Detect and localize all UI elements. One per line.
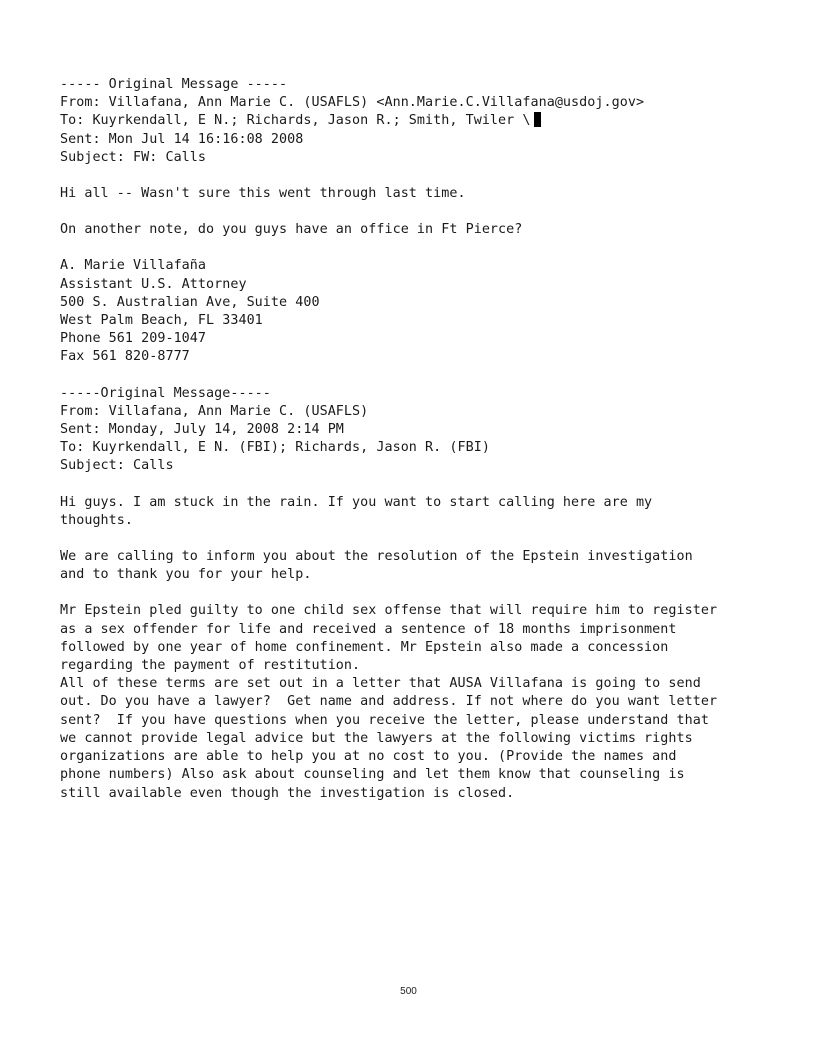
body-note: On another note, do you guys have an office in Ft Pierce? (60, 222, 523, 238)
paragraph-line: organizations are able to help you at no cost to you. (Provide the names and (60, 749, 677, 765)
to-line (60, 112, 780, 130)
sent-line: Sent: Monday, July 14, 2008 2:14 PM (60, 422, 344, 438)
paragraph-2 (60, 548, 780, 584)
subject-line: Subject: FW: Calls (60, 149, 207, 165)
signature-title: Assistant U.S. Attorney (60, 276, 247, 292)
sent-line: Sent: Mon Jul 14 16:16:08 2008 (60, 131, 304, 147)
signature-city: West Palm Beach, FL 33401 (60, 313, 263, 329)
redaction-block (534, 112, 541, 127)
paragraph-line: followed by one year of home confinement. Mr Epstein also made a concession (60, 639, 669, 655)
paragraph-line: out. Do you have a lawyer? Get name and address. If not where do you want letter (60, 694, 718, 710)
paragraph-line: and to thank you for your help. (60, 567, 312, 583)
paragraph-line: regarding the payment of restitution. (60, 658, 361, 674)
paragraph-line: sent? If you have questions when you receive the letter, please understand that (60, 712, 709, 728)
signature-phone: Phone 561 209-1047 (60, 331, 207, 347)
body-greeting: Hi all -- Wasn't sure this went through last time. (60, 186, 466, 202)
paragraph-3 (60, 602, 780, 802)
original-message-divider: -----Original Message----- (60, 385, 271, 401)
signature-fax: Fax 561 820-8777 (60, 349, 190, 365)
to-line-text: To: Kuyrkendall, E N.; Richards, Jason R.; Smith, Twiler \ (60, 113, 531, 129)
paragraph-line: still available even though the investigation is closed. (60, 785, 515, 801)
signature-street: 500 S. Australian Ave, Suite 400 (60, 294, 320, 310)
from-line: From: Villafana, Ann Marie C. (USAFLS) <Ann.Marie.C.Villafana@usdoj.gov> (60, 95, 645, 111)
paragraph-line: We are calling to inform you about the resolution of the Epstein investigation (60, 549, 693, 565)
paragraph-line: we cannot provide legal advice but the lawyers at the following victims rights (60, 730, 693, 746)
paragraph-1 (60, 494, 780, 530)
original-message-header-2 (60, 385, 780, 476)
paragraph-line: Hi guys. I am stuck in the rain. If you want to start calling here are my (60, 494, 653, 510)
signature-block (60, 257, 780, 366)
email-document (60, 76, 780, 803)
from-line: From: Villafana, Ann Marie C. (USAFLS) (60, 403, 369, 419)
to-line: To: Kuyrkendall, E N. (FBI); Richards, Jason R. (FBI) (60, 440, 490, 456)
subject-line: Subject: Calls (60, 458, 174, 474)
original-message-divider: ----- Original Message ----- (60, 77, 288, 92)
original-message-header-1 (60, 76, 780, 167)
paragraph-line: as a sex offender for life and received a sentence of 18 months imprisonment (60, 621, 677, 637)
signature-name: A. Marie Villafaña (60, 258, 207, 274)
paragraph-line: phone numbers) Also ask about counseling and let them know that counseling is (60, 767, 685, 783)
paragraph-line: Mr Epstein pled guilty to one child sex offense that will require him to register (60, 603, 718, 619)
page-number: 500 (400, 986, 417, 997)
paragraph-line: thoughts. (60, 512, 134, 528)
paragraph-line: All of these terms are set out in a letter that AUSA Villafana is going to send (60, 676, 701, 692)
